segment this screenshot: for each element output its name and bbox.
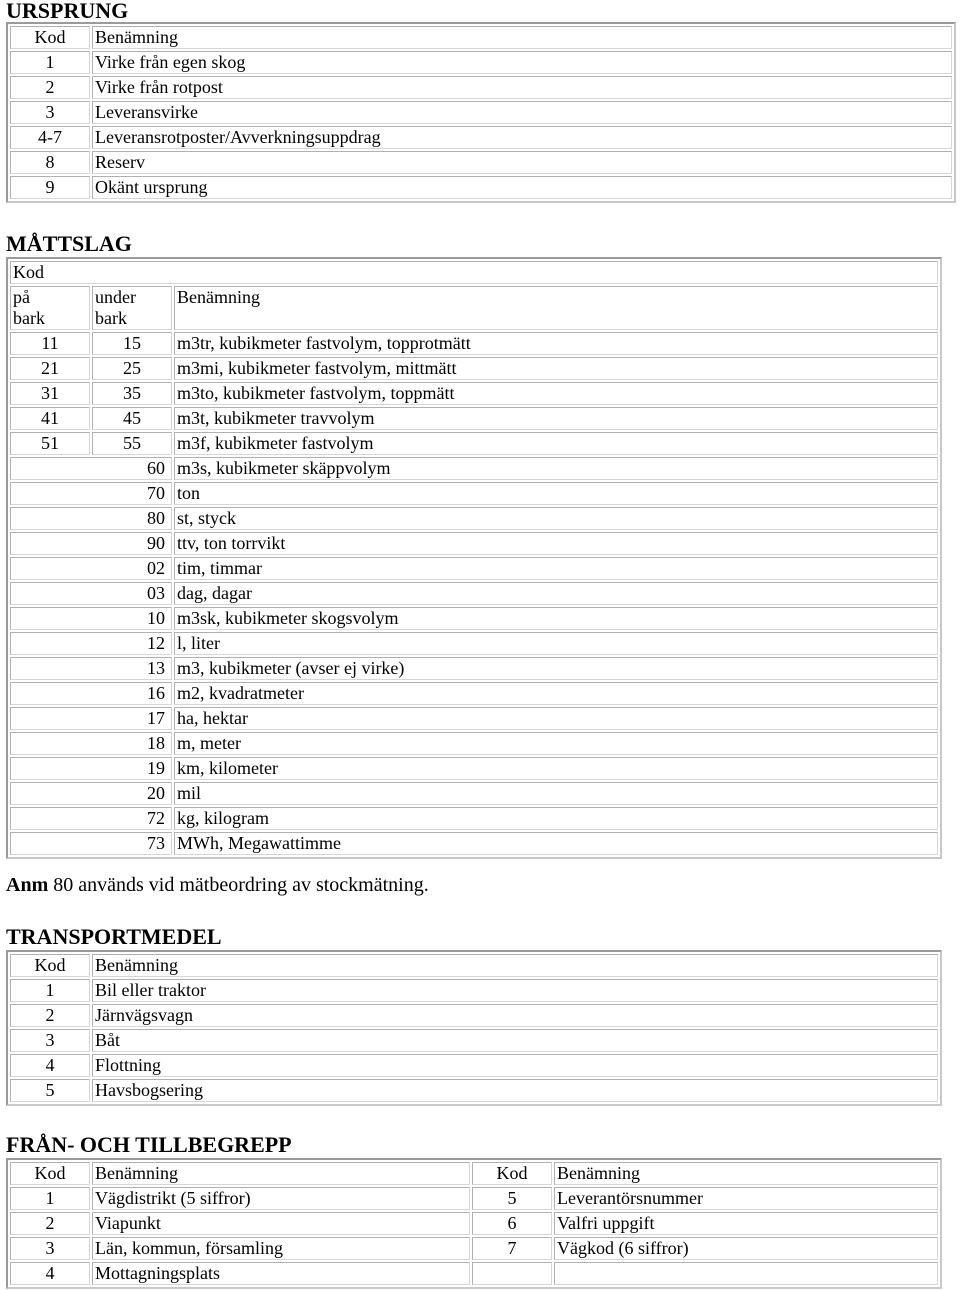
col-pa-line1: på	[13, 287, 30, 307]
ursprung-header-row	[10, 26, 952, 49]
benamning-cell: Leveransrotposter/Avverkningsuppdrag	[92, 126, 952, 149]
fran-och-tillbegrepp-table	[6, 1158, 942, 1289]
kod-cell: 2	[10, 1004, 90, 1027]
transportmedel-table	[6, 950, 942, 1106]
table-row	[10, 1212, 938, 1235]
kod-under-bark-cell: 25	[92, 357, 172, 380]
table-row	[10, 407, 938, 430]
kod-under-bark-cell: 55	[92, 432, 172, 455]
kod-cell: 4	[10, 1262, 90, 1285]
mattslag-header-row	[10, 286, 938, 330]
mattslag-title: MÅTTSLAG	[6, 231, 132, 256]
benamning-cell: Reserv	[92, 151, 952, 174]
table-row	[10, 607, 938, 630]
benamning-cell: MWh, Megawattimme	[174, 832, 938, 855]
benamning-cell: km, kilometer	[174, 757, 938, 780]
benamning-cell: m3t, kubikmeter travvolym	[174, 407, 938, 430]
note-label: Anm	[6, 874, 49, 896]
table-row	[10, 757, 938, 780]
benamning-cell: ha, hektar	[174, 707, 938, 730]
benamning-cell: m3f, kubikmeter fastvolym	[174, 432, 938, 455]
kod-cell: 60	[10, 457, 172, 480]
header-benamning: Benämning	[92, 1162, 470, 1185]
mattslag-kod-label: Kod	[10, 261, 938, 284]
header-benamning-2: Benämning	[554, 1162, 938, 1185]
kod-cell: 1	[10, 51, 90, 74]
kod-cell-2: 7	[472, 1237, 552, 1260]
kod-under-bark-cell: 15	[92, 332, 172, 355]
benamning-cell: Virke från rotpost	[92, 76, 952, 99]
benamning-cell-2: Valfri uppgift	[554, 1212, 938, 1235]
col-under-line2: bark	[95, 308, 127, 328]
benamning-cell: ttv, ton torrvikt	[174, 532, 938, 555]
benamning-cell: Järnvägsvagn	[92, 1004, 938, 1027]
header-kod: Kod	[10, 1162, 90, 1185]
benamning-cell: mil	[174, 782, 938, 805]
table-row	[10, 51, 952, 74]
kod-pa-bark-cell: 21	[10, 357, 90, 380]
benamning-cell: st, styck	[174, 507, 938, 530]
table-row	[10, 1029, 938, 1052]
table-row	[10, 507, 938, 530]
kod-cell: 19	[10, 757, 172, 780]
kod-cell: 02	[10, 557, 172, 580]
col-pa-line2: bark	[13, 308, 45, 328]
kod-cell: 2	[10, 76, 90, 99]
kod-cell: 90	[10, 532, 172, 555]
kod-pa-bark-cell: 41	[10, 407, 90, 430]
kod-cell: 3	[10, 101, 90, 124]
kod-cell: 2	[10, 1212, 90, 1235]
benamning-cell: m3mi, kubikmeter fastvolym, mittmätt	[174, 357, 938, 380]
table-row	[10, 707, 938, 730]
col-under-line1: under	[95, 287, 136, 307]
header-kod-2: Kod	[472, 1162, 552, 1185]
kod-cell: 3	[10, 1237, 90, 1260]
mattslag-note	[6, 873, 429, 897]
benamning-cell: Bil eller traktor	[92, 979, 938, 1002]
kod-cell: 4	[10, 1054, 90, 1077]
header-benamning: Benämning	[92, 954, 938, 977]
kod-cell: 5	[10, 1079, 90, 1102]
benamning-cell: Båt	[92, 1029, 938, 1052]
kod-under-bark-cell: 45	[92, 407, 172, 430]
table-row	[10, 807, 938, 830]
kod-cell: 13	[10, 657, 172, 680]
table-row	[10, 432, 938, 455]
table-row	[10, 979, 938, 1002]
mattslag-col-under-bark	[92, 286, 172, 330]
mattslag-col-benamning: Benämning	[174, 286, 938, 330]
benamning-cell: m3s, kubikmeter skäppvolym	[174, 457, 938, 480]
table-row	[10, 782, 938, 805]
benamning-cell-2: Vägkod (6 siffror)	[554, 1237, 938, 1260]
benamning-cell: Viapunkt	[92, 1212, 470, 1235]
mattslag-col-pa-bark	[10, 286, 90, 330]
benamning-cell: m3, kubikmeter (avser ej virke)	[174, 657, 938, 680]
fran-och-tillbegrepp-title: FRÅN- OCH TILLBEGREPP	[6, 1132, 292, 1157]
table-row	[10, 151, 952, 174]
table-row	[10, 382, 938, 405]
kod-cell-2: 6	[472, 1212, 552, 1235]
kod-cell: 70	[10, 482, 172, 505]
table-row	[10, 1079, 938, 1102]
table-row	[10, 1187, 938, 1210]
table-row	[10, 482, 938, 505]
kod-cell: 8	[10, 151, 90, 174]
header-kod: Kod	[10, 954, 90, 977]
kod-cell: 20	[10, 782, 172, 805]
kod-cell: 80	[10, 507, 172, 530]
benamning-cell: Virke från egen skog	[92, 51, 952, 74]
table-row	[10, 582, 938, 605]
table-row	[10, 657, 938, 680]
benamning-cell: ton	[174, 482, 938, 505]
table-row	[10, 176, 952, 199]
benamning-cell: m, meter	[174, 732, 938, 755]
kod-cell: 16	[10, 682, 172, 705]
table-row	[10, 1262, 938, 1285]
kod-cell: 1	[10, 979, 90, 1002]
benamning-cell: m3tr, kubikmeter fastvolym, topprotmätt	[174, 332, 938, 355]
table-row	[10, 457, 938, 480]
table-row	[10, 101, 952, 124]
kod-cell: 73	[10, 832, 172, 855]
ursprung-table	[6, 22, 956, 203]
table-row	[10, 632, 938, 655]
table-row	[10, 832, 938, 855]
table-row	[10, 1054, 938, 1077]
kod-pa-bark-cell: 51	[10, 432, 90, 455]
kod-cell-2: 5	[472, 1187, 552, 1210]
benamning-cell: Län, kommun, församling	[92, 1237, 470, 1260]
benamning-cell: Leveransvirke	[92, 101, 952, 124]
mattslag-kod-row	[10, 261, 938, 284]
note-text: 80 används vid mätbeordring av stockmätning.	[48, 874, 429, 896]
table-row	[10, 76, 952, 99]
benamning-cell: l, liter	[174, 632, 938, 655]
kod-pa-bark-cell: 11	[10, 332, 90, 355]
table-row	[10, 1237, 938, 1260]
kod-cell-2	[472, 1262, 552, 1285]
mattslag-table	[6, 257, 942, 859]
table-row	[10, 532, 938, 555]
kod-pa-bark-cell: 31	[10, 382, 90, 405]
transportmedel-header-row	[10, 954, 938, 977]
table-row	[10, 332, 938, 355]
benamning-cell: kg, kilogram	[174, 807, 938, 830]
transportmedel-title: TRANSPORTMEDEL	[6, 924, 222, 949]
fran-header-row	[10, 1162, 938, 1185]
kod-cell: 72	[10, 807, 172, 830]
benamning-cell: tim, timmar	[174, 557, 938, 580]
benamning-cell: Vägdistrikt (5 siffror)	[92, 1187, 470, 1210]
benamning-cell: Mottagningsplats	[92, 1262, 470, 1285]
kod-cell: 12	[10, 632, 172, 655]
kod-under-bark-cell: 35	[92, 382, 172, 405]
benamning-cell: m3to, kubikmeter fastvolym, toppmätt	[174, 382, 938, 405]
benamning-cell: Flottning	[92, 1054, 938, 1077]
kod-cell: 03	[10, 582, 172, 605]
kod-cell: 18	[10, 732, 172, 755]
table-row	[10, 732, 938, 755]
benamning-cell: m2, kvadratmeter	[174, 682, 938, 705]
ursprung-title: URSPRUNG	[6, 0, 129, 23]
benamning-cell: dag, dagar	[174, 582, 938, 605]
kod-cell: 3	[10, 1029, 90, 1052]
kod-cell: 10	[10, 607, 172, 630]
benamning-cell-2	[554, 1262, 938, 1285]
kod-cell: 1	[10, 1187, 90, 1210]
kod-cell: 4-7	[10, 126, 90, 149]
table-row	[10, 682, 938, 705]
table-row	[10, 126, 952, 149]
benamning-cell: Okänt ursprung	[92, 176, 952, 199]
benamning-cell: Havsbogsering	[92, 1079, 938, 1102]
table-row	[10, 1004, 938, 1027]
table-row	[10, 557, 938, 580]
kod-cell: 9	[10, 176, 90, 199]
kod-cell: 17	[10, 707, 172, 730]
table-row	[10, 357, 938, 380]
header-kod: Kod	[10, 26, 90, 49]
header-benamning: Benämning	[92, 26, 952, 49]
benamning-cell-2: Leverantörsnummer	[554, 1187, 938, 1210]
benamning-cell: m3sk, kubikmeter skogsvolym	[174, 607, 938, 630]
